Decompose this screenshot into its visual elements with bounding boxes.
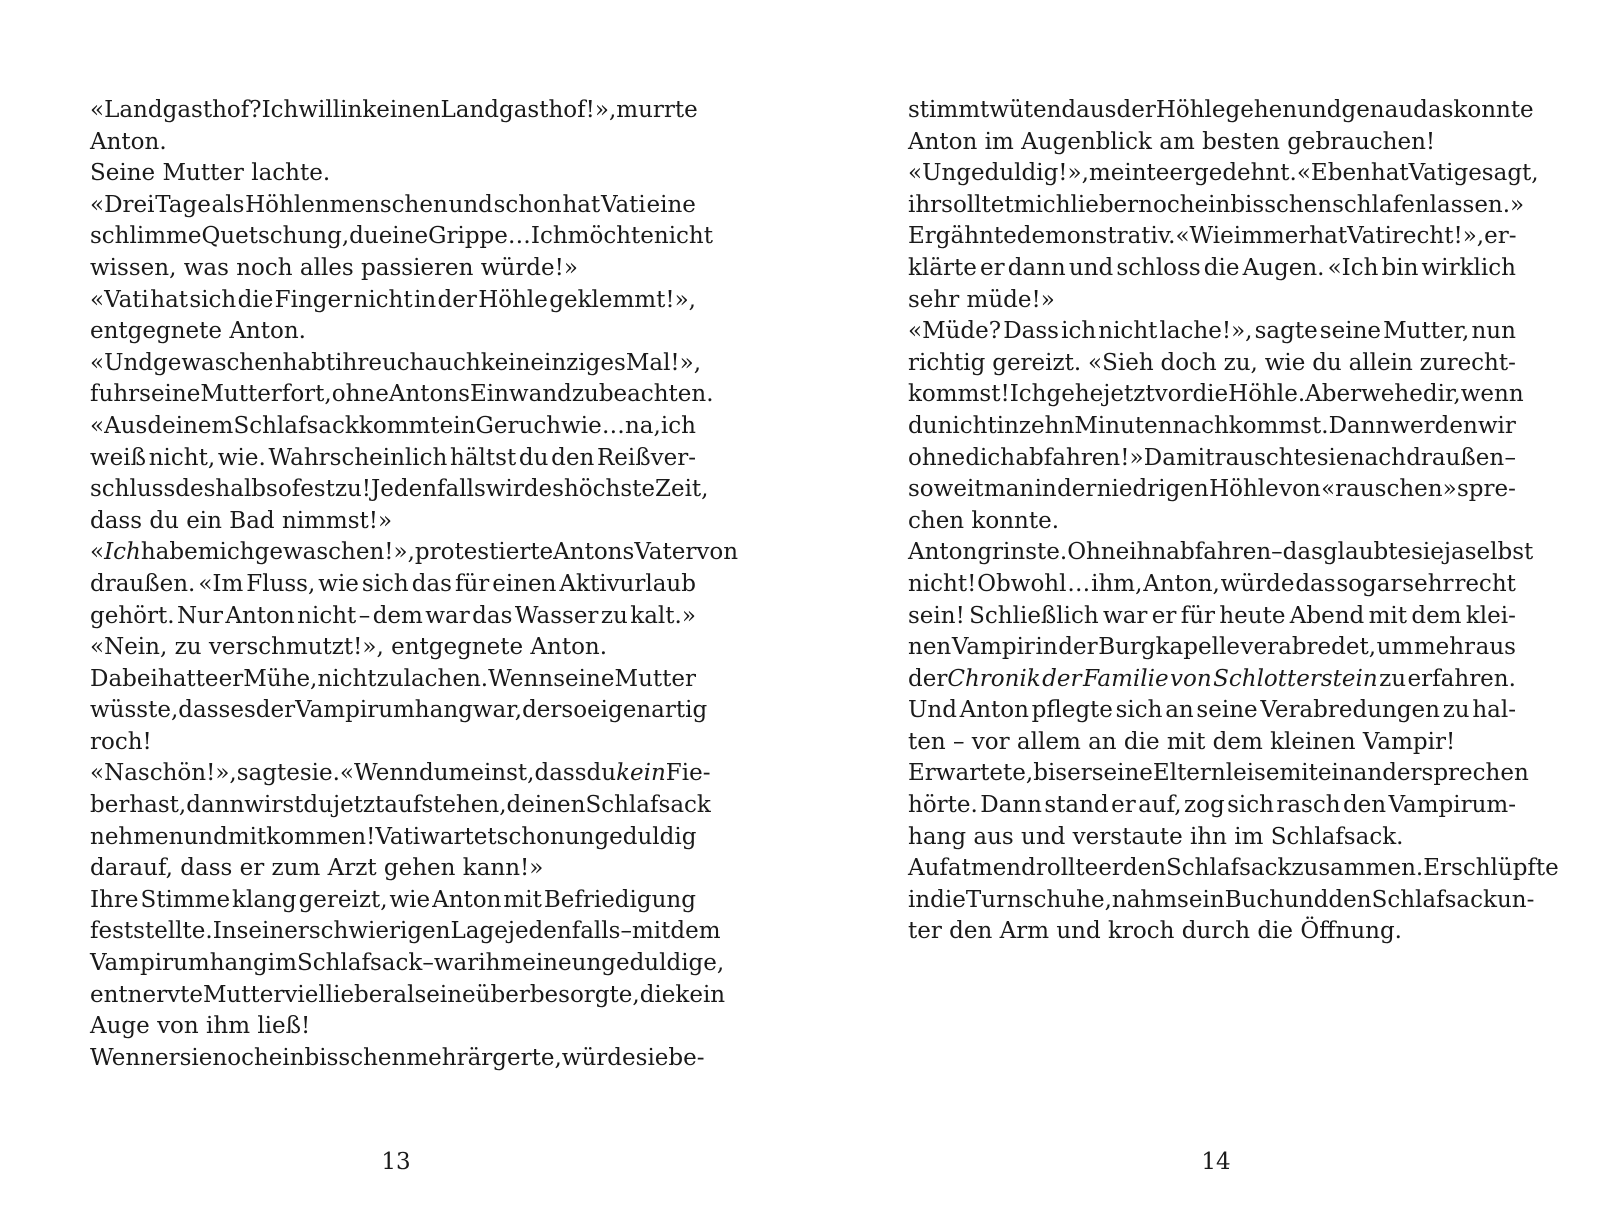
text-line: ber hast, dann wirst du jetzt aufstehen, deinen Schlafsack (90, 792, 711, 819)
text-line: ihr solltet mich lieber noch ein bisschen schlafen lassen.» (908, 191, 1525, 218)
text-line: «Na schön!», sagte sie. «Wenn du meinst, dass dukein Fie- (90, 760, 711, 787)
text-line: richtig gereizt. «Sieh doch zu, wie du allein zurecht- (908, 349, 1516, 376)
text-line: Ihre Stimme klang gereizt, wie Anton mit Befriedigung (90, 886, 696, 913)
left-page-text (90, 95, 739, 1074)
text-line: nicht! Obwohl … ihm, Anton, würde das sogar sehr recht (908, 570, 1516, 597)
text-line: roch! (90, 728, 152, 755)
text-line: dass du ein Bad nimmst!» (90, 507, 393, 534)
text-line: hang aus und verstaute ihn im Schlafsack. (908, 823, 1404, 850)
text-line: «Nein, zu verschmutzt!», entgegnete Anton. (90, 634, 608, 661)
text-line: sein! Schließlich war er für heute Abend mit dem klei- (908, 602, 1516, 629)
text-line: chen konnte. (908, 507, 1060, 534)
text-line: Vampirumhang im Schlafsack – war ihm eine ungeduldige, (90, 950, 725, 977)
text-line: wüsste, dass es der Vampirumhang war, der so eigenartig (90, 697, 708, 724)
text-line: «Müde? Dass ich nicht lache!», sagte seine Mutter, nun (908, 318, 1516, 345)
text-line: Er wartete, bis er seine Eltern leise miteinander sprechen (908, 760, 1529, 787)
text-line: stimmt wütend aus der Höhle gehen und genau das konnte (908, 97, 1534, 123)
text-line: «Aus deinem Schlafsack kommt ein Geruch wie … na, ich (90, 412, 696, 439)
text-line: gehört. Nur Anton nicht – dem war das Wasser zu kalt.» (90, 602, 696, 629)
text-line: ter den Arm und kroch durch die Öffnung. (908, 918, 1402, 945)
text-line: feststellte. In seiner schwierigen Lage jedenfalls – mit dem (90, 918, 721, 945)
text-line: Und Anton pflegte sich an seine Verabredungen zu hal- (908, 697, 1516, 724)
right-page-text (908, 95, 1559, 948)
text-line: «Und gewaschen habt ihr euch auch kein einziges Mal!», (90, 349, 702, 376)
text-line: «Landgasthof? Ich will in keinen Landgasthof!», murrte (90, 97, 698, 123)
text-line: draußen. «Im Fluss, wie sich das für einen Aktivurlaub (90, 570, 696, 597)
text-line: soweit man in der niedrigen Höhle von «rauschen» spre- (908, 476, 1516, 503)
text-line: wissen, was noch alles passieren würde!» (90, 254, 578, 281)
text-line: darauf, dass er zum Arzt gehen kann!» (90, 855, 544, 882)
text-line: du nicht in zehn Minuten nachkommst. Dann werden wir (908, 412, 1516, 439)
text-line: derChronik der Familie von Schlotterstein zu erfahren. (908, 665, 1516, 692)
text-line: kommst! Ich gehe jetzt vor die Höhle. Aber wehe dir, wenn (908, 381, 1524, 408)
text-line: in die Turnschuhe, nahm sein Buch und den Schlafsack un- (908, 886, 1535, 913)
text-line: «Ungeduldig!», meinte er gedehnt. «Eben hat Vati gesagt, (908, 160, 1539, 187)
text-line: weiß nicht, wie. Wahrscheinlich hältst du den Reißver- (90, 444, 696, 471)
text-line: Anton im Augenblick am besten gebrauchen! (908, 128, 1436, 155)
text-line: entnervte Mutter viel lieber als eine überbesorgte, die kein (90, 981, 726, 1008)
text-line: schluss deshalb so fest zu! Jedenfalls wird es höchste Zeit, (90, 476, 709, 503)
text-line: nehmen und mitkommen! Vati wartet schon ungeduldig (90, 823, 697, 850)
page-number-right: 14 (1201, 1149, 1231, 1175)
text-line: entgegnete Anton. (90, 318, 306, 345)
page-number-left: 13 (381, 1149, 411, 1175)
text-line: ohne dich abfahren!» Damit rauschte sie nach draußen – (908, 444, 1516, 471)
text-line: sehr müde!» (908, 286, 1055, 313)
text-line: Dabei hatte er Mühe, nicht zu lachen. Wenn seine Mutter (90, 665, 696, 692)
text-line: Anton. (90, 128, 167, 155)
text-line: fuhr seine Mutter fort, ohne Antons Einwand zu beachten. (90, 381, 714, 408)
text-line: Anton grinste. Ohne ihn abfahren – das glaubte sie ja selbst (908, 539, 1534, 566)
text-line: schlimme Quetschung, du eine Grippe … Ich möchte nicht (90, 223, 713, 250)
text-line: Er gähnte demonstrativ. «Wie immer hat Vati recht!», er- (908, 223, 1517, 250)
text-line: Auge von ihm ließ! (90, 1013, 311, 1040)
text-line: nen Vampir in der Burgkapelle verabredet, um mehr aus (908, 634, 1516, 661)
text-line: hörte. Dann stand er auf, zog sich rasch den Vampirum- (908, 792, 1516, 819)
text-line: «Ich habe mich gewaschen!», protestierte Antons Vater von (90, 539, 739, 566)
text-line: Wenn er sie noch ein bisschen mehr ärgerte, würde sie be- (90, 1044, 705, 1071)
text-line: Seine Mutter lachte. (90, 160, 331, 187)
text-line: Aufatmend rollte er den Schlafsack zusammen. Er schlüpfte (908, 855, 1559, 882)
text-line: «Vati hat sich die Finger nicht in der Höhle geklemmt!», (90, 286, 696, 313)
text-line: «Drei Tage als Höhlenmenschen und schon hat Vati eine (90, 191, 696, 218)
text-line: ten – vor allem an die mit dem kleinen Vampir! (908, 728, 1456, 755)
text-line: klärte er dann und schloss die Augen. «Ich bin wirklich (908, 254, 1516, 281)
